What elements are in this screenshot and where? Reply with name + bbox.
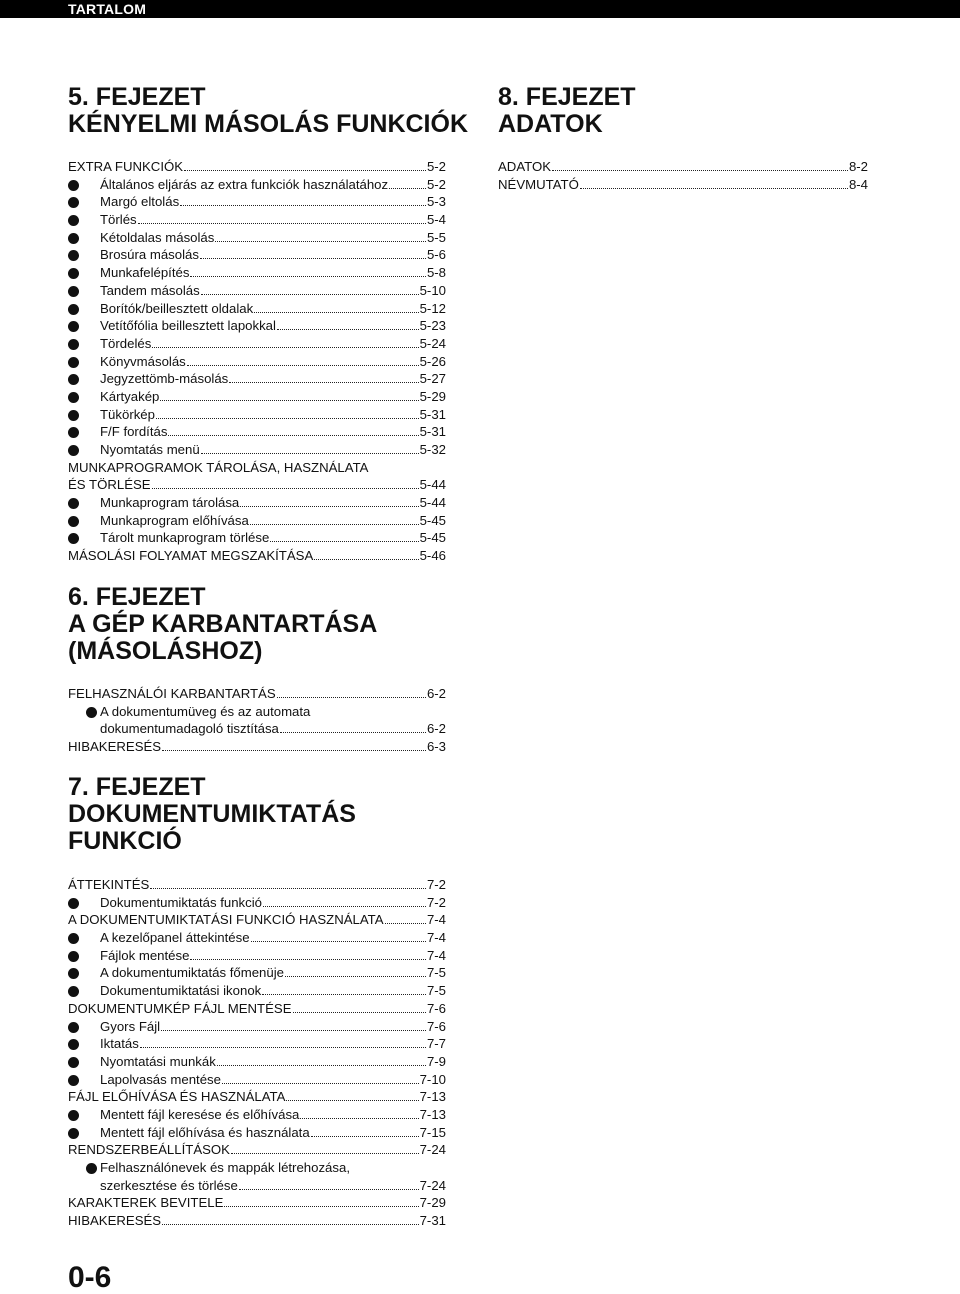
toc-label: KARAKTEREK BEVITELE [68,1195,224,1211]
toc-page: 6-2 [426,721,446,737]
bullet-icon [86,707,97,718]
toc-entry[interactable] [68,512,446,530]
toc-entry[interactable] [68,176,446,194]
bullet-icon [68,951,79,962]
leader-dots [239,1177,419,1190]
bullet-icon [68,339,79,350]
toc-page: 5-23 [419,318,446,334]
toc-page: 5-45 [419,512,446,528]
toc-label: Tükörkép [100,406,155,422]
toc-page: 7-5 [426,983,446,999]
toc-label: MUNKAPROGRAMOK TÁROLÁSA, HASZNÁLATA [68,459,369,475]
toc-page: 7-13 [419,1089,446,1105]
bullet-icon [68,1110,79,1121]
leader-dots [270,529,418,542]
leader-dots [314,547,418,560]
toc-entry[interactable] [68,1053,446,1071]
toc-page: 5-44 [419,477,446,493]
toc-entry[interactable] [68,720,446,738]
leader-dots [280,720,426,733]
toc-page: 5-44 [419,495,446,511]
leader-dots [140,1035,426,1048]
toc-entry-wrap[interactable] [68,703,446,721]
chapter-5-toc [68,158,446,565]
toc-page: 7-2 [426,894,446,910]
toc-label: Vetítőfólia beillesztett lapokkal [100,318,276,334]
leader-dots [251,929,426,942]
toc-page: 5-4 [426,212,446,228]
bullet-icon [68,1022,79,1033]
toc-page: 5-24 [419,335,446,351]
toc-label: NÉVMUTATÓ [498,176,579,192]
toc-label: Kártyakép [100,388,160,404]
toc-page: 5-45 [419,530,446,546]
bullet-icon [68,304,79,315]
toc-entry[interactable] [68,947,446,965]
toc-entry[interactable] [68,193,446,211]
toc-page: 7-5 [426,965,446,981]
toc-label: HIBAKERESÉS [68,1213,162,1229]
leader-dots [263,894,426,907]
toc-label: Könyvmásolás [100,353,186,369]
toc-entry[interactable] [68,911,446,929]
bullet-icon [68,1128,79,1139]
toc-page: 6-3 [426,739,446,755]
toc-page: 7-4 [426,930,446,946]
leader-dots [187,353,419,366]
toc-entry[interactable] [498,176,868,194]
toc-page: 5-2 [426,159,446,174]
toc-page: 5-8 [426,265,446,281]
leader-dots [285,964,426,977]
toc-label: Jegyzettömb-másolás [100,371,229,387]
toc-page: 7-13 [419,1106,446,1122]
toc-label: Mentett fájl keresése és előhívása [100,1106,300,1122]
bullet-icon [68,180,79,191]
bullet-icon [68,215,79,226]
toc-label: Fájlok mentése [100,947,190,963]
leader-dots [300,1106,418,1119]
toc-entry[interactable] [68,1177,446,1195]
toc-label: A kezelőpanel áttekintése [100,930,250,946]
toc-entry[interactable] [68,441,446,459]
toc-label: FELHASZNÁLÓI KARBANTARTÁS [68,686,276,701]
bullet-icon [68,233,79,244]
toc-entry[interactable] [68,282,446,300]
toc-entry[interactable] [68,964,446,982]
toc-page: 7-15 [419,1124,446,1140]
toc-page: 5-10 [419,282,446,298]
toc-entry[interactable] [68,1106,446,1124]
bullet-icon [68,357,79,368]
leader-dots [385,911,426,924]
chapter-6-heading: A GÉP KARBANTARTÁSA [68,610,378,638]
toc-entry[interactable] [68,1124,446,1142]
leader-dots [552,158,848,171]
bullet-icon [68,1057,79,1068]
leader-dots [180,193,426,206]
toc-label: Mentett fájl előhívása és használata [100,1124,310,1140]
toc-entry[interactable] [68,388,446,406]
toc-entry[interactable] [68,1088,446,1106]
chapter-8-toc [498,158,868,193]
toc-entry[interactable] [68,406,446,424]
bullet-icon [68,986,79,997]
toc-page: 7-7 [426,1036,446,1052]
bullet-icon [68,445,79,456]
toc-entry[interactable] [68,894,446,912]
bullet-icon [68,268,79,279]
toc-page: 7-10 [419,1071,446,1087]
toc-page: 5-46 [419,548,446,564]
toc-page: 5-6 [426,247,446,263]
toc-label: Munkafelépítés [100,265,190,281]
toc-page: 7-31 [419,1213,446,1229]
toc-entry[interactable] [68,547,446,565]
toc-label: Margó eltolás [100,194,180,210]
toc-page: 5-31 [419,424,446,440]
chapter-7-heading-2: FUNKCIÓ [68,827,182,855]
toc-entry[interactable] [68,335,446,353]
toc-entry-wrap[interactable] [68,459,446,477]
bullet-icon [68,321,79,332]
bullet-icon [68,933,79,944]
leader-dots [190,264,426,277]
toc-page: 7-4 [426,947,446,963]
chapter-6-number: 6. FEJEZET [68,583,206,611]
toc-page: 7-29 [419,1195,446,1211]
chapter-5-heading: KÉNYELMI MÁSOLÁS FUNKCIÓK [68,110,468,138]
leader-dots [152,476,419,489]
toc-page: 7-6 [426,1018,446,1034]
leader-dots [150,876,426,889]
chapter-7-toc [68,876,446,1230]
toc-label: DOKUMENTUMKÉP FÁJL MENTÉSE [68,1000,292,1016]
toc-entry[interactable] [68,246,446,264]
toc-entry[interactable] [68,476,446,494]
toc-entry[interactable] [68,1018,446,1036]
bullet-icon [68,1075,79,1086]
toc-entry-wrap[interactable] [68,1159,446,1177]
leader-dots [240,494,418,507]
leader-dots [311,1124,419,1137]
toc-label: A dokumentumiktatás főmenüje [100,965,284,981]
toc-label: Iktatás [100,1036,139,1052]
bullet-icon [68,533,79,544]
bullet-icon [68,392,79,403]
bullet-icon [68,1039,79,1050]
toc-label: Dokumentumiktatás funkció [100,894,262,910]
toc-entry[interactable] [68,1035,446,1053]
toc-label: Felhasználónevek és mappák létrehozása, [100,1160,350,1175]
toc-label: F/F fordítás [100,424,168,440]
toc-label: Tandem másolás [100,282,200,298]
chapter-6-heading-2: (MÁSOLÁSHOZ) [68,637,263,665]
chapter-5-number: 5. FEJEZET [68,83,206,111]
toc-entry[interactable] [68,876,446,894]
toc-page: 5-12 [419,300,446,316]
toc-page: 5-26 [419,353,446,369]
toc-label: ADATOK [498,159,552,174]
toc-label: FÁJL ELŐHÍVÁSA ÉS HASZNÁLATA [68,1089,286,1105]
leader-dots [293,1000,426,1013]
leader-dots [224,1194,418,1207]
bullet-icon [68,898,79,909]
toc-page: 7-24 [419,1177,446,1193]
leader-dots [229,370,418,383]
leader-dots [201,282,419,295]
toc-label: Törlés [100,212,137,228]
chapter-6-title [68,584,377,665]
toc-page: 8-2 [848,159,868,174]
bullet-icon [68,498,79,509]
leader-dots [190,947,426,960]
toc-label: szerkesztése és törlése [100,1177,238,1193]
toc-entry[interactable] [68,264,446,282]
toc-entry[interactable] [68,982,446,1000]
toc-page: 7-9 [426,1053,446,1069]
toc-label: ÉS TÖRLÉSE [68,477,151,493]
bullet-icon [68,410,79,421]
toc-entry[interactable] [68,300,446,318]
toc-page: 5-31 [419,406,446,422]
toc-page: 6-2 [426,686,446,701]
leader-dots [262,982,426,995]
toc-page: 5-3 [426,194,446,210]
toc-entry[interactable] [68,929,446,947]
toc-label: dokumentumadagoló tisztítása [100,721,279,737]
toc-label: Brosúra másolás [100,247,199,263]
toc-entry[interactable] [68,423,446,441]
toc-page: 5-5 [426,229,446,245]
leader-dots [389,176,426,189]
leader-dots [162,738,426,751]
chapter-6-toc [68,685,446,756]
toc-entry[interactable] [68,158,446,176]
toc-entry[interactable] [68,738,446,756]
toc-label: Munkaprogram tárolása [100,495,240,511]
bullet-icon [68,427,79,438]
leader-dots [161,1018,426,1031]
toc-label: EXTRA FUNKCIÓK [68,159,184,174]
toc-label: Nyomtatási munkák [100,1053,216,1069]
chapter-8-title [498,84,636,138]
leader-dots [254,300,418,313]
leader-dots [162,1212,419,1225]
toc-entry[interactable] [498,158,868,176]
toc-label: Borítók/beillesztett oldalak [100,300,254,316]
toc-entry[interactable] [68,353,446,371]
leader-dots [152,335,418,348]
chapter-7-heading: DOKUMENTUMIKTATÁS [68,800,356,828]
toc-label: Általános eljárás az extra funkciók használatához [100,176,389,192]
leader-dots [277,685,426,698]
toc-label: RENDSZERBEÁLLÍTÁSOK [68,1142,230,1158]
toc-label: Kétoldalas másolás [100,229,215,245]
leader-dots [200,246,426,259]
toc-label: Gyors Fájl [100,1018,161,1034]
leader-dots [138,211,426,224]
toc-label: Dokumentumiktatási ikonok [100,983,262,999]
toc-entry[interactable] [68,529,446,547]
leader-dots [217,1053,426,1066]
chapter-7-title [68,774,356,855]
toc-entry[interactable] [68,494,446,512]
toc-entry[interactable] [68,685,446,703]
toc-entry[interactable] [68,211,446,229]
toc-page: 7-6 [426,1000,446,1016]
bullet-icon [68,516,79,527]
toc-label: HIBAKERESÉS [68,739,162,755]
toc-label: Lapolvasás mentése [100,1071,221,1087]
toc-label: Munkaprogram előhívása [100,512,249,528]
toc-page: 5-2 [426,176,446,192]
bullet-icon [86,1163,97,1174]
chapter-5-title [68,84,468,138]
toc-entry[interactable] [68,1212,446,1230]
leader-dots [231,1141,419,1154]
leader-dots [201,441,419,454]
toc-label: Tárolt munkaprogram törlése [100,530,270,546]
bullet-icon [68,374,79,385]
toc-entry[interactable] [68,1000,446,1018]
bullet-icon [68,286,79,297]
toc-entry[interactable] [68,370,446,388]
bullet-icon [68,968,79,979]
toc-label: ÁTTEKINTÉS [68,877,150,892]
toc-page: 5-32 [419,442,446,457]
chapter-7-number: 7. FEJEZET [68,773,206,801]
toc-page: 5-27 [419,371,446,387]
toc-entry[interactable] [68,1141,446,1159]
leader-dots [277,317,419,330]
toc-label: Tördelés [100,335,152,351]
leader-dots [184,158,426,171]
leader-dots [160,388,418,401]
toc-entry[interactable] [68,1194,446,1212]
toc-page: 7-2 [426,877,446,892]
toc-page: 5-29 [419,388,446,404]
chapter-8-heading: ADATOK [498,110,603,138]
toc-label: A dokumentumüveg és az automata [100,703,311,719]
toc-page: 8-4 [848,176,868,192]
leader-dots [215,229,426,242]
bullet-icon [68,250,79,261]
page-number: 0-6 [68,1261,112,1294]
leader-dots [222,1071,419,1084]
bullet-icon [68,197,79,208]
toc-label: A DOKUMENTUMIKTATÁSI FUNKCIÓ HASZNÁLATA [68,912,384,928]
toc-page: 7-4 [426,912,446,928]
toc-label: Nyomtatás menü [100,442,200,457]
leader-dots [168,423,418,436]
leader-dots [250,512,419,525]
header-title: TARTALOM [68,1,147,17]
leader-dots [156,406,419,419]
toc-entry[interactable] [68,317,446,335]
toc-label: MÁSOLÁSI FOLYAMAT MEGSZAKÍTÁSA [68,548,314,564]
toc-page: 7-24 [419,1142,446,1158]
leader-dots [580,176,848,189]
chapter-8-number: 8. FEJEZET [498,83,636,111]
toc-entry[interactable] [68,1071,446,1089]
toc-entry[interactable] [68,229,446,247]
leader-dots [286,1088,418,1101]
